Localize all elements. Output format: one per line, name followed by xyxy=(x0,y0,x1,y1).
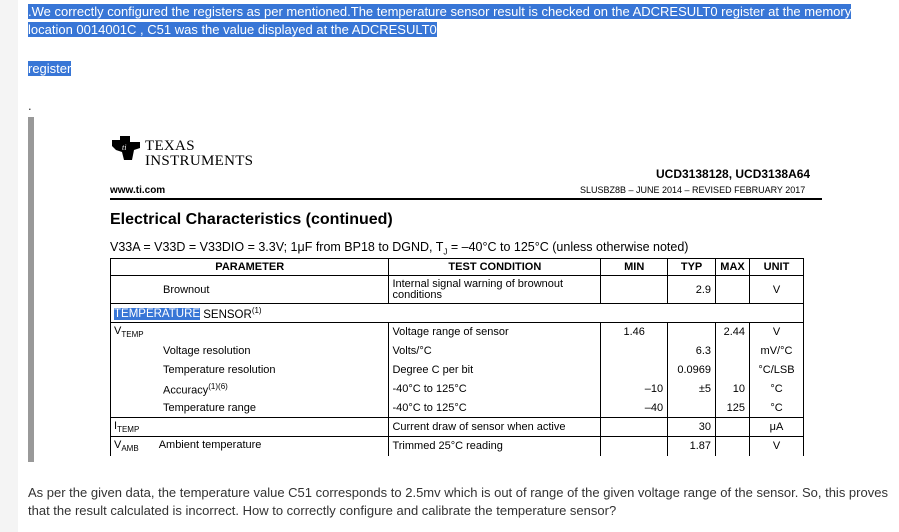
section-title: Electrical Characteristics (continued) xyxy=(110,211,393,228)
table-row: Brownout Internal signal warning of brownout conditions 2.9 V xyxy=(111,276,804,304)
header-parameter: PARAMETER xyxy=(111,259,389,276)
table-row: $V_{TEMP}$ Voltage range of sensor 1.46 2.44 V xyxy=(111,323,804,342)
table-row: $V_{AMB}$ Ambient temperature Trimmed 25°C reading 1.87 V xyxy=(111,437,804,456)
table-header-row xyxy=(111,259,804,276)
table-row: Temperature resolution Degree C per bit 0.0969 °C/LSB xyxy=(111,361,804,380)
header-min: MIN xyxy=(601,259,668,276)
header-rule xyxy=(110,198,822,200)
conditions-line: V33A = V33D = V33DIO = 3.3V; 1μF from BP18 to DGND, $T_J = -40^\circ C$ to 125°C (unless otherwise noted) xyxy=(110,240,689,257)
logo-text-texas: TEXAS xyxy=(145,138,195,154)
part-numbers: UCD3138128, UCD3138A64 xyxy=(656,167,811,181)
left-gutter xyxy=(0,0,18,532)
logo-text-instruments: INSTRUMENTS xyxy=(145,153,254,169)
selected-text-line-3[interactable]: register xyxy=(28,61,72,76)
electrical-characteristics-table xyxy=(110,258,804,456)
table-row: Temperature range -40°C to 125°C –40 125 °C xyxy=(111,399,804,418)
selected-text-line-1[interactable]: .We correctly configured the registers as per mentioned.The temperature sensor result is checked on the ADCRESULT0 register at the memory xyxy=(28,4,852,19)
datasheet-screenshot xyxy=(34,117,854,462)
table-row: Accuracy$^{(1)(6)}$ -40°C to 125°C –10 ±5 10 °C xyxy=(111,380,804,399)
table-row: Voltage resolution Volts/°C 6.3 mV/°C xyxy=(111,342,804,361)
svg-text:ti: ti xyxy=(122,143,127,152)
table-section-header: TEMPERATURE SENSOR$^{(1)}$ xyxy=(111,304,804,323)
header-test-condition: TEST CONDITION xyxy=(389,259,601,276)
selected-text-line-2[interactable]: location 0014001C , C51 was the value displayed at the ADCRESULT0 xyxy=(28,22,437,37)
header-unit: UNIT xyxy=(750,259,804,276)
table-row: $I_{TEMP}$ Current draw of sensor when active 30 μA xyxy=(111,418,804,437)
header-max: MAX xyxy=(716,259,750,276)
ti-logo-icon xyxy=(110,134,142,162)
header-typ: TYP xyxy=(668,259,716,276)
website: www.ti.com xyxy=(110,185,166,196)
stray-dot: . xyxy=(28,98,32,113)
post-closing-paragraph: As per the given data, the temperature value C51 corresponds to 2.5mv which is out of range of the given voltage range of the sensor. So, this proves that the result calculated is incorrect. How to correctly configure and calibrate the temperature sensor? xyxy=(28,485,888,518)
doc-id: SLUSBZ8B – JUNE 2014 – REVISED FEBRUARY 2017 xyxy=(580,185,806,195)
